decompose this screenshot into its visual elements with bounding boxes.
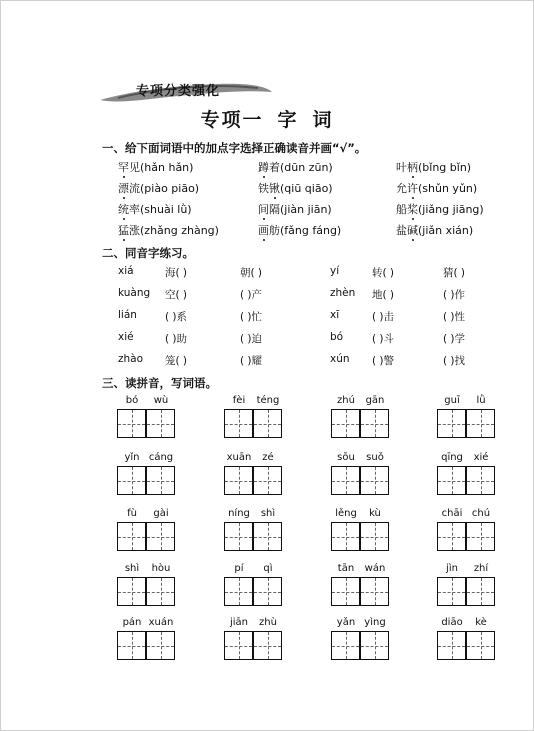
homophone-blank[interactable]: ( )助 xyxy=(165,333,188,345)
pronunciation-item[interactable] xyxy=(118,201,192,217)
pinyin-label: bó xyxy=(125,395,139,406)
word-suffix-and-choices: (bǐng bǐn) xyxy=(418,161,472,174)
word-suffix-and-choices: (jiǎng jiāng) xyxy=(418,203,484,216)
homophone-row xyxy=(118,331,518,349)
word-writing-group xyxy=(117,617,177,665)
writing-grid-cell[interactable] xyxy=(331,631,360,660)
homophone-blank[interactable]: ( )警 xyxy=(372,355,395,367)
word-writing-group xyxy=(331,508,391,556)
writing-grid-cell[interactable] xyxy=(331,409,360,438)
dotted-character: 猛 xyxy=(118,224,129,237)
pinyin-label: lěng xyxy=(335,508,357,519)
word-prefix: 铁 xyxy=(258,182,269,195)
word-suffix-and-choices: 舫(fǎng fáng) xyxy=(269,224,342,237)
pinyin-label: sōu xyxy=(337,452,355,463)
writing-grid-cell[interactable] xyxy=(253,522,282,551)
homophone-blank[interactable]: ( )耀 xyxy=(240,355,263,367)
section3-heading: 三、读拼音，写词语。 xyxy=(102,376,217,390)
homophone-blank[interactable]: ( )性 xyxy=(443,311,466,323)
writing-grid-cell[interactable] xyxy=(253,466,282,495)
dotted-character: 罕 xyxy=(118,161,129,174)
writing-grid-cell[interactable] xyxy=(360,631,389,660)
word-prefix: 叶 xyxy=(396,161,407,174)
writing-grid-cell[interactable] xyxy=(224,631,253,660)
writing-grid-cell[interactable] xyxy=(224,409,253,438)
dotted-character: 碱 xyxy=(407,224,418,237)
dotted-character: 漂 xyxy=(118,182,129,195)
word-writing-group xyxy=(437,395,497,443)
writing-grid-cell[interactable] xyxy=(253,577,282,606)
writing-grid-cell[interactable] xyxy=(331,466,360,495)
pinyin-label: yǐn xyxy=(124,452,140,463)
word-suffix-and-choices: (jiǎn xián) xyxy=(418,224,474,237)
word-writing-group xyxy=(331,452,391,500)
dotted-character: 柄 xyxy=(407,161,418,174)
pinyin-label: jìn xyxy=(446,563,458,574)
homophone-blank[interactable]: ( )迫 xyxy=(240,333,263,345)
word-suffix-and-choices: (shǔn yǔn) xyxy=(418,182,478,195)
pinyin-label: shì xyxy=(260,508,276,519)
pinyin-label: kè xyxy=(475,617,487,628)
pinyin-label: suǒ xyxy=(366,452,384,463)
section1-heading: 一、给下面词语中的加点字选择正确读音并画“√”。 xyxy=(102,141,367,155)
writing-grid-cell[interactable] xyxy=(117,466,146,495)
writing-grid-cell[interactable] xyxy=(146,409,175,438)
pinyin-label: zhù xyxy=(259,617,277,628)
homophone-blank[interactable]: 朝( ) xyxy=(240,267,263,279)
pinyin-label: pán xyxy=(122,617,142,628)
word-writing-group xyxy=(117,452,177,500)
writing-grid-cell[interactable] xyxy=(360,466,389,495)
pinyin-label: wù xyxy=(153,395,169,406)
pinyin-label: gài xyxy=(153,508,169,519)
pronunciation-item[interactable] xyxy=(258,180,333,196)
homophone-blank[interactable]: ( )忙 xyxy=(240,311,263,323)
word-writing-group xyxy=(331,617,391,665)
word-writing-group xyxy=(437,508,497,556)
writing-grid-cell[interactable] xyxy=(224,577,253,606)
pronunciation-item[interactable] xyxy=(396,222,473,238)
pinyin-label: fù xyxy=(127,508,137,519)
writing-grid-cell[interactable] xyxy=(146,631,175,660)
dotted-character: 统 xyxy=(118,203,129,216)
homophone-blank[interactable]: ( )学 xyxy=(443,333,466,345)
homophone-blank[interactable]: ( )产 xyxy=(240,289,263,301)
homophone-blank[interactable]: ( )找 xyxy=(443,355,466,367)
writing-grid-cell[interactable] xyxy=(146,522,175,551)
word-suffix-and-choices: 流(piào piāo) xyxy=(129,182,200,195)
pinyin-label: zhú xyxy=(337,395,355,406)
homophone-blank[interactable]: 地( ) xyxy=(372,289,395,301)
homophone-blank[interactable]: 笼( ) xyxy=(165,355,188,367)
word-suffix-and-choices: (qiū qiāo) xyxy=(280,182,333,195)
word-writing-group xyxy=(224,508,284,556)
pinyin-label: pí xyxy=(234,563,244,574)
homophone-pinyin: bó xyxy=(330,331,344,343)
pinyin-label: fèi xyxy=(232,395,246,406)
homophone-pinyin: xiá xyxy=(118,265,134,277)
dotted-character: 间 xyxy=(258,203,269,216)
dotted-character: 锹 xyxy=(269,182,280,195)
dotted-character: 许 xyxy=(407,182,418,195)
writing-grid-cell[interactable] xyxy=(466,522,495,551)
writing-grid-cell[interactable] xyxy=(224,522,253,551)
pronunciation-item[interactable] xyxy=(118,180,199,196)
writing-grid-cell[interactable] xyxy=(360,522,389,551)
writing-grid-cell[interactable] xyxy=(146,577,175,606)
section2-heading: 二、同音字练习。 xyxy=(102,246,194,260)
pinyin-label: gān xyxy=(365,395,385,406)
writing-grid-cell[interactable] xyxy=(253,631,282,660)
pinyin-label: yǎn xyxy=(336,617,356,628)
pinyin-label: jiān xyxy=(229,617,249,628)
word-writing-group xyxy=(331,563,391,611)
pinyin-label: guī xyxy=(444,395,460,406)
writing-grid-cell[interactable] xyxy=(437,466,466,495)
pinyin-label: wán xyxy=(364,563,386,574)
pinyin-label: diāo xyxy=(441,617,463,628)
writing-grid-cell[interactable] xyxy=(331,522,360,551)
page-title: 专项一 字 词 xyxy=(200,109,334,131)
homophone-row xyxy=(118,353,518,371)
writing-grid-cell[interactable] xyxy=(466,577,495,606)
pinyin-label: chāi xyxy=(441,508,463,519)
pinyin-label: téng xyxy=(256,395,280,406)
word-suffix-and-choices: 见(hǎn hǎn) xyxy=(129,161,194,174)
homophone-pinyin: kuàng xyxy=(118,287,151,299)
homophone-blank[interactable]: 转( ) xyxy=(372,267,395,279)
dotted-character: 桨 xyxy=(407,203,418,216)
homophone-pinyin: xún xyxy=(330,353,350,365)
homophone-blank[interactable]: 猜( ) xyxy=(443,267,466,279)
writing-grid-cell[interactable] xyxy=(360,577,389,606)
writing-grid-cell[interactable] xyxy=(146,466,175,495)
pinyin-label: cáng xyxy=(148,452,174,463)
pronunciation-item[interactable] xyxy=(118,222,219,238)
word-writing-group xyxy=(437,563,497,611)
banner-label: 专项分类强化 xyxy=(136,84,221,99)
pronunciation-item[interactable] xyxy=(396,201,484,217)
dotted-character: 画 xyxy=(258,224,269,237)
pronunciation-item[interactable] xyxy=(396,159,471,175)
pinyin-label: qì xyxy=(263,563,273,574)
word-writing-group xyxy=(224,617,284,665)
homophone-pinyin: yí xyxy=(330,265,340,277)
pronunciation-item[interactable] xyxy=(258,159,333,175)
pinyin-label: yìng xyxy=(364,617,386,628)
pinyin-label: qīng xyxy=(441,452,463,463)
pronunciation-row xyxy=(118,159,518,177)
writing-grid-cell[interactable] xyxy=(117,577,146,606)
word-suffix-and-choices: 率(shuài lǜ) xyxy=(129,203,192,216)
homophone-blank[interactable]: 海( ) xyxy=(165,267,188,279)
homophone-pinyin: zhèn xyxy=(330,287,356,299)
writing-grid-cell[interactable] xyxy=(437,577,466,606)
pinyin-label: zhí xyxy=(473,563,489,574)
homophone-pinyin: lián xyxy=(118,309,137,321)
pronunciation-item[interactable] xyxy=(258,201,332,217)
pinyin-label: xuān xyxy=(226,452,252,463)
word-suffix-and-choices: 着(dūn zūn) xyxy=(269,161,333,174)
writing-grid-cell[interactable] xyxy=(437,522,466,551)
homophone-pinyin: xī xyxy=(330,309,340,321)
writing-grid-cell[interactable] xyxy=(224,466,253,495)
homophone-blank[interactable]: ( )系 xyxy=(165,311,188,323)
word-writing-group xyxy=(331,395,391,443)
word-writing-group xyxy=(117,563,177,611)
homophone-pinyin: zhào xyxy=(118,353,144,365)
homophone-blank[interactable]: ( )作 xyxy=(443,289,466,301)
pinyin-label: xié xyxy=(473,452,489,463)
pronunciation-item[interactable] xyxy=(118,159,193,175)
pronunciation-row xyxy=(118,201,518,219)
homophone-row xyxy=(118,287,518,305)
word-writing-group xyxy=(224,563,284,611)
pronunciation-item[interactable] xyxy=(396,180,477,196)
pinyin-label: lǜ xyxy=(476,395,486,406)
word-writing-group xyxy=(117,508,177,556)
homophone-blank[interactable]: ( )斗 xyxy=(372,333,395,345)
writing-grid-cell[interactable] xyxy=(466,409,495,438)
pinyin-label: tān xyxy=(337,563,355,574)
word-prefix: 允 xyxy=(396,182,407,195)
writing-grid-cell[interactable] xyxy=(360,409,389,438)
pronunciation-row xyxy=(118,222,518,240)
word-writing-group xyxy=(224,452,284,500)
pinyin-label: zé xyxy=(262,452,274,463)
writing-grid-cell[interactable] xyxy=(466,631,495,660)
pinyin-label: shì xyxy=(124,563,140,574)
homophone-row xyxy=(118,309,518,327)
writing-grid-cell[interactable] xyxy=(117,522,146,551)
writing-grid-cell[interactable] xyxy=(117,409,146,438)
writing-grid-cell[interactable] xyxy=(117,631,146,660)
pinyin-label: xuán xyxy=(148,617,174,628)
homophone-blank[interactable]: ( )击 xyxy=(372,311,395,323)
word-prefix: 盐 xyxy=(396,224,407,237)
writing-grid-cell[interactable] xyxy=(331,577,360,606)
pinyin-label: níng xyxy=(228,508,250,519)
word-suffix-and-choices: 隔(jiàn jiān) xyxy=(269,203,332,216)
pinyin-label: hòu xyxy=(151,563,171,574)
writing-grid-cell[interactable] xyxy=(466,466,495,495)
word-writing-group xyxy=(437,617,497,665)
writing-grid-cell[interactable] xyxy=(253,409,282,438)
word-prefix: 船 xyxy=(396,203,407,216)
word-writing-group xyxy=(117,395,177,443)
homophone-row xyxy=(118,265,518,283)
pinyin-label: chú xyxy=(471,508,491,519)
pinyin-label: kù xyxy=(369,508,381,519)
writing-grid-cell[interactable] xyxy=(437,631,466,660)
word-writing-group xyxy=(437,452,497,500)
homophone-pinyin: xié xyxy=(118,331,134,343)
writing-grid-cell[interactable] xyxy=(437,409,466,438)
dotted-character: 蹲 xyxy=(258,161,269,174)
pronunciation-row xyxy=(118,180,518,198)
word-writing-group xyxy=(224,395,284,443)
pronunciation-item[interactable] xyxy=(258,222,341,238)
word-suffix-and-choices: 涨(zhǎng zhàng) xyxy=(129,224,219,237)
homophone-blank[interactable]: 空( ) xyxy=(165,289,188,301)
